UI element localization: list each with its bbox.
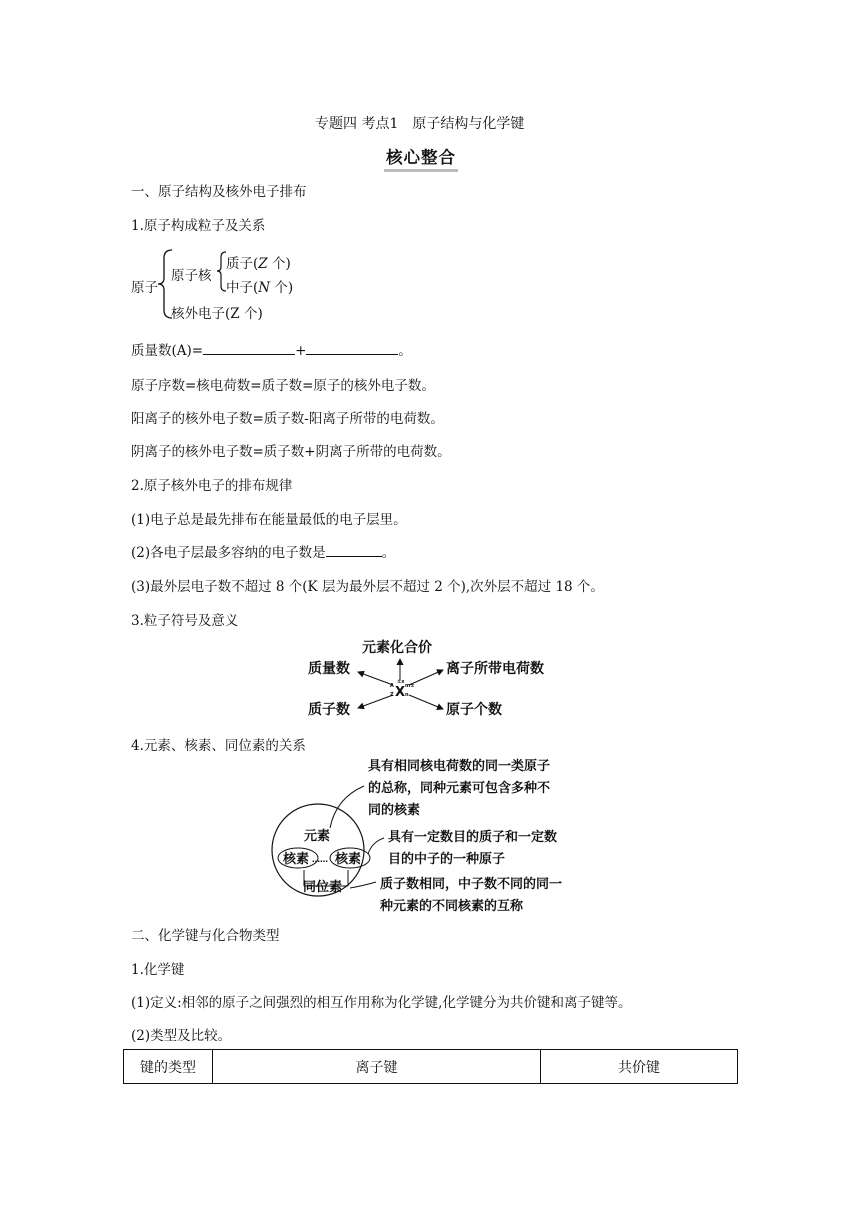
element-label: 元素 — [304, 829, 331, 844]
text-line: 阴离子的核外电子数=质子数+阴离子所带的电荷数。 — [131, 444, 451, 460]
mass-number-label: 质量数 — [308, 661, 350, 677]
text-line: (1)电子总是最先排布在能量最低的电子层里。 — [131, 512, 407, 528]
svg-text:目的中子的一种原子: 目的中子的一种原子 — [388, 852, 506, 867]
mass-number-line: 质量数(A)= + 。 — [131, 339, 412, 359]
symbol-sub-right: n — [405, 692, 409, 698]
dots: …… — [312, 855, 328, 864]
pointer-nuclide — [368, 838, 384, 854]
section-heading: 一、原子结构及核外电子排布 — [131, 184, 307, 200]
arrow-mass — [358, 672, 393, 685]
symbol-sup-right: m± — [405, 683, 415, 689]
table-header-cell: 共价键 — [541, 1050, 738, 1084]
proton-label: 质子(Z 个) — [226, 256, 291, 272]
element-symbol: X — [395, 685, 406, 700]
subsection-heading: 4.元素、核素、同位素的关系 — [131, 738, 306, 754]
fill-blank — [306, 340, 398, 355]
text-line: (1)定义:相邻的原子之间强烈的相互作用称为化学键,化学键分为共价键和离子键等。 — [131, 995, 632, 1011]
symbol-top: ±x — [397, 679, 405, 685]
text-line: 阳离子的核外电子数=质子数-阳离子所带的电荷数。 — [131, 411, 444, 427]
arrow-count — [409, 695, 443, 709]
text-line: (2)类型及比较。 — [131, 1028, 232, 1044]
bond-comparison-table — [123, 1049, 738, 1084]
symbol-sup-left: A — [390, 683, 394, 689]
svg-text:种元素的不同核素的互称: 种元素的不同核素的互称 — [380, 899, 524, 914]
valence-label: 元素化合价 — [362, 640, 432, 656]
text-line: 原子序数=核电荷数=质子数=原子的核外电子数。 — [131, 378, 435, 394]
section-banner: 核心整合 — [384, 144, 458, 172]
subsection-heading: 3.粒子符号及意义 — [131, 613, 239, 629]
doc-title: 专题四 考点1 原子结构与化学键 — [315, 116, 525, 132]
fill-blank — [326, 542, 382, 557]
proton-number-label: 质子数 — [308, 702, 350, 718]
arrow-proton — [358, 695, 393, 708]
atom-label: 原子 — [131, 280, 158, 296]
table-header-cell: 键的类型 — [124, 1050, 213, 1084]
neutron-label: 中子(N 个) — [226, 280, 294, 296]
nuclide-label-right: 核素 — [335, 852, 362, 867]
section-heading: 二、化学键与化合物类型 — [131, 928, 280, 944]
isotope-label: 同位素 — [303, 880, 343, 895]
table-header-cell: 离子键 — [213, 1050, 541, 1084]
table-header-row — [124, 1050, 738, 1084]
subsection-heading: 1.原子构成粒子及关系 — [131, 218, 266, 234]
fill-blank — [203, 340, 295, 355]
svg-text:的总称，同种元素可包含多种不: 的总称，同种元素可包含多种不 — [368, 781, 551, 796]
svg-text:同的核素: 同的核素 — [368, 803, 421, 818]
element-nuclide-isotope-diagram — [270, 752, 600, 920]
svg-text:具有相同核电荷数的同一类原子: 具有相同核电荷数的同一类原子 — [368, 759, 551, 774]
symbol-sub-left: Z — [390, 692, 394, 698]
pointer-isotope — [350, 882, 376, 888]
particle-symbol-diagram — [300, 632, 560, 722]
electron-label: 核外电子(Z 个) — [171, 306, 263, 322]
subsection-heading: 2.原子核外电子的排布规律 — [131, 478, 293, 494]
ion-charge-label: 离子所带电荷数 — [446, 661, 544, 677]
atom-count-label: 原子个数 — [446, 702, 502, 718]
text-line: (2)各电子层最多容纳的电子数是 。 — [131, 541, 395, 561]
subsection-heading: 1.化学键 — [131, 962, 185, 978]
text-line: (3)最外层电子数不超过 8 个(K 层为最外层不超过 2 个),次外层不超过 18 个。 — [131, 579, 604, 595]
svg-text:质子数相同，中子数不同的同一: 质子数相同，中子数不同的同一 — [380, 877, 563, 892]
nucleus-label: 原子核 — [171, 268, 212, 284]
nuclide-label-left: 核素 — [283, 852, 310, 867]
svg-text:具有一定数目的质子和一定数: 具有一定数目的质子和一定数 — [388, 830, 558, 845]
